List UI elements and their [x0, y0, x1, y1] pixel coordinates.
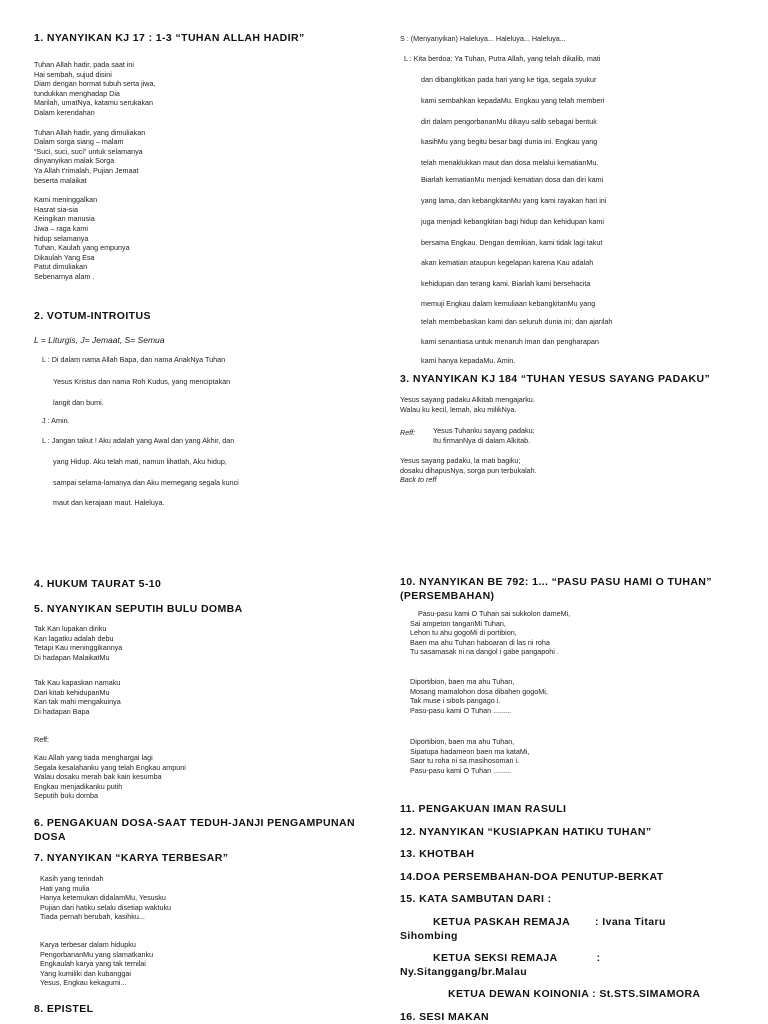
verse-line: Dalam kerendahan — [34, 107, 95, 117]
back-to-reff: Back to reff — [400, 475, 437, 485]
verse-line: Mosang mamalohon dosa dibahen gogoMi, — [410, 686, 548, 696]
verse-line: Jiwa – raga kami — [34, 223, 88, 233]
verse-line: Yang kumiliki dan kubanggai — [40, 968, 131, 978]
speaker-1-name-cont: Sihombing — [400, 930, 458, 942]
verse-line: tundukkan menghadap Dia — [34, 88, 120, 98]
speaker-2 — [433, 952, 601, 964]
section-16-title: 16. SESI MAKAN — [400, 1011, 490, 1023]
song-verse — [410, 737, 529, 775]
section-3-title: 3. NYANYIKAN KJ 184 “TUHAN YESUS SAYANG PADAKU” — [400, 373, 711, 385]
song-verse — [400, 456, 537, 485]
reff-label: Reff: — [34, 735, 50, 744]
section-8-title: 8. EPISTEL — [34, 1003, 94, 1015]
song-verse — [410, 609, 570, 657]
song-verse — [400, 395, 535, 414]
verse-line: Baen ma ahu Tuhan haboaran di las ni roha — [410, 637, 550, 647]
liturgy-line: L : Kita berdoa: Ya Tuhan, Putra Allah, yang telah dikalib, mati — [404, 54, 601, 63]
speaker-3: KETUA DEWAN KOINONIA : St.STS.SIMAMORA — [448, 988, 701, 1000]
verse-line: Pasu-pasu kami O Tuhan ......... — [410, 705, 512, 715]
speaker-1 — [433, 916, 666, 928]
verse-line: PengorbananMu yang slamatkanku — [40, 949, 154, 959]
liturgy-line: Biarlah kematianMu menjadi kematian dosa dan diri kami — [421, 175, 604, 184]
verse-line: Tak Kau kapaskan namaku — [34, 678, 121, 687]
verse-line: Kau Allah yang tiada menghargai lagi — [34, 753, 153, 762]
verse-line: Diportibion, baen ma ahu Tuhan, — [410, 677, 515, 686]
liturgy-line: L : Di dalam nama Allah Bapa, dan nama AnakNya Tuhan — [42, 355, 226, 364]
verse-line: Pujian dari hatiku selalu disetiap waktuku — [40, 902, 172, 912]
verse-line: “Suci, suci, suci” untuk selamanya — [34, 146, 143, 156]
liturgy-line: L : Jangan takut ! Aku adalah yang Awal dan yang Akhir, dan — [42, 436, 235, 445]
song-verse — [34, 195, 374, 281]
liturgy-line: bersama Engkau. Dengan demikian, kami tidak lagi takut — [421, 238, 603, 247]
section-5-title: 5. NYANYIKAN SEPUTIH BULU DOMBA — [34, 603, 243, 615]
verse-line: Tuhan, Kaulah yang empunya — [34, 243, 130, 253]
liturgy-line: kami sembahkan kepadaMu. Engkau yang telah memberi — [421, 96, 605, 105]
speaker-2-name: Ny.Sitanggang/br.Malau — [400, 966, 528, 978]
speaker-name: : Ivana Titaru — [595, 916, 666, 928]
liturgy-line: telah menaklukkan maut dan dosa melalui kematianMu. — [421, 158, 599, 167]
section-10-title-line: 10. NYANYIKAN BE 792: 1... “PASU PASU HAMI O TUHAN” — [400, 576, 712, 588]
liturgy-line: dan dibangkitkan pada hari yang ke tiga, segala syukur — [421, 75, 597, 84]
song-verse — [34, 128, 374, 186]
verse-line: Di hadapan MalaikatMu — [34, 652, 110, 662]
liturgy-line: akan kematian ataupun kegelapan karena Kau adalah — [421, 258, 594, 267]
verse-line: dosaku dihapusNya, sorga pun terbukalah. — [400, 465, 537, 475]
verse-line: Sebenarnya alam . — [34, 271, 95, 281]
verse-line: Dikaulah Yang Esa — [34, 252, 95, 262]
section-6-title: 6. PENGAKUAN DOSA-SAAT TEDUH-JANJI PENGAMPUNAN DOSA — [34, 817, 355, 843]
verse-line: Tiada pernah berubah, kasihku... — [40, 912, 145, 922]
verse-line: Kan tak mahi mengakuinya — [34, 697, 121, 707]
verse-line: hidup selamanya — [34, 233, 89, 243]
song-verse — [34, 624, 122, 662]
liturgy-line: langit dan bumi. — [53, 398, 104, 407]
section-12-title: 12. NYANYIKAN “KUSIAPKAN HATIKU TUHAN” — [400, 826, 652, 838]
verse-line: Dari kitab kehidupanMu — [34, 687, 110, 697]
liturgy-line: juga menjadi kebangkitan bagi hidup dan kehidupan kami — [421, 217, 605, 226]
verse-line: Walau ku kecil, lemah, aku milikNya. — [400, 404, 517, 414]
verse-line: Kasih yang terindah — [40, 874, 104, 883]
verse-line: Yesus sayang padaku, la mati bagiku; — [400, 456, 521, 465]
song-verse — [34, 678, 121, 716]
verse-line: Di hadapan Bapa — [34, 706, 90, 716]
liturgy-line: S : (Menyanyikan) Haleluya... Haleluya... Haleluya... — [400, 34, 566, 43]
song-verse — [410, 677, 548, 715]
liturgy-line: sampai selama-lamanya dan Aku memegang segala kunci — [53, 478, 239, 487]
verse-line: Segala kesalahanku yang telah Engkau ampuni — [34, 762, 186, 772]
liturgy-line: kami hanya kepadaMu. Amin. — [421, 356, 516, 365]
section-11-title: 11. PENGAKUAN IMAN RASULI — [400, 803, 567, 815]
song-verse — [40, 874, 171, 922]
section-13-title: 13. KHOTBAH — [400, 848, 475, 860]
section-7-title: 7. NYANYIKAN “KARYA TERBESAR” — [34, 852, 229, 864]
verse-line: Sipatupa hadameon baen ma kataMi, — [410, 746, 530, 756]
verse-line: Engkaulah karya yang tak ternilai — [40, 959, 146, 969]
speaker-role: KETUA PASKAH REMAJA — [433, 916, 570, 928]
verse-line: Hasrat sia-sia — [34, 204, 78, 214]
reff-label: Reff: — [400, 428, 416, 437]
role-legend: L = Liturgis, J= Jemaat, S= Semua — [34, 335, 165, 345]
section-14-title: 14.DOA PERSEMBAHAN-DOA PENUTUP-BERKAT — [400, 871, 664, 883]
verse-line: Karya terbesar dalam hidupku — [40, 940, 136, 949]
verse-line: Hati yang mulia — [40, 883, 90, 893]
section-15-title: 15. KATA SAMBUTAN DARI : — [400, 893, 552, 905]
section-10-title — [400, 575, 712, 603]
verse-line: beserta malaikat — [34, 175, 87, 185]
verse-line: Tuhan Allah hadir, pada saat ini — [34, 60, 135, 69]
verse-line: Diam dengan hormat tubuh serta jiwa, — [34, 79, 156, 89]
verse-line: dinyanyikan malak Sorga — [34, 156, 115, 166]
liturgy-line: diri dalam pengorbananMu dikayu salib sebagai bentuk — [421, 117, 597, 126]
verse-line: Keingikan manusia — [34, 214, 95, 224]
verse-line: Yesus, Engkau kekagumi... — [40, 978, 127, 988]
liturgy-line: telah membebaskan kami dan seluruh dunia ini; dan ajarilah — [421, 317, 613, 326]
section-10-subtitle: (PERSEMBAHAN) — [400, 590, 495, 602]
verse-line: Dalam sorga siang – malam — [34, 137, 124, 147]
liturgy-line: yang lama, dan kebangkitanMu yang kami rayakan hari ini — [421, 196, 607, 205]
verse-line: Tak muse i sibols pangago i. — [410, 696, 501, 706]
song-verse — [34, 60, 374, 118]
verse-line: Itu firmanNya di dalam Alkitab. — [433, 435, 531, 445]
liturgy-line: kehidupan dan terang kami. Biarlah kami bersehacita — [421, 279, 591, 288]
liturgy-line: memuji Engkau dalam kemuliaan kebangkitanMu yang — [421, 299, 596, 308]
verse-line: Tak Kan lupakan diriku — [34, 624, 107, 633]
verse-line: Hai sembah, sujud disini — [34, 69, 112, 79]
verse-line: Hanya ketemukan didalamMu, Yesusku — [40, 893, 166, 903]
speaker-sep: : — [596, 952, 601, 964]
liturgy-line: kasihMu yang begitu besar bagi dunia ini. Engkau yang — [421, 137, 598, 146]
verse-line: Seputih bulu domba — [34, 791, 98, 801]
verse-line: Patut dimuliakan — [34, 262, 88, 272]
section-1 — [34, 32, 374, 281]
verse-line: Marilah, umatNya, katamu serukakan — [34, 98, 154, 108]
verse-line: Kan lagatku adalah debu — [34, 633, 114, 643]
verse-line: Yesus sayang padaku Alkitab mengajarku. — [400, 395, 535, 404]
section-2-title: 2. VOTUM-INTROITUS — [34, 310, 151, 322]
verse-line: Pasu-pasu kami O Tuhan sai sukkolon dameMi, — [418, 609, 571, 618]
verse-line: Engkau menjadikanku putih — [34, 781, 123, 791]
section-4-title: 4. HUKUM TAURAT 5-10 — [34, 578, 162, 590]
verse-line: Walau dosaku merah bak kain kesumba — [34, 772, 162, 782]
verse-line: Tetapi Kau meninggikannya — [34, 643, 123, 653]
verse-line: Diportibion, baen ma ahu Tuhan, — [410, 737, 515, 746]
verse-line: Tuhan Allah hadir, yang dimuliakan — [34, 127, 146, 137]
liturgy-line: maut dan kerajaan maut. Haleluya. — [53, 498, 165, 507]
verse-line: Lehon tu ahu gogoMi di portibion, — [410, 628, 517, 638]
section-1-title: 1. NYANYIKAN KJ 17 : 1-3 “TUHAN ALLAH HADIR” — [34, 32, 305, 44]
verse-line: Yesus Tuhanku sayang padaku; — [433, 426, 535, 435]
liturgy-line: J : Amin. — [42, 416, 70, 425]
liturgy-line: yang Hidup. Aku telah mati, namun lihatlah, Aku hidup, — [53, 457, 227, 466]
song-reff — [433, 426, 535, 445]
liturgy-line: kami senantiasa untuk menaruh iman dan pengharapan — [421, 337, 599, 346]
song-reff — [34, 753, 186, 801]
verse-line: Pasu-pasu kami O Tuhan ......... — [410, 765, 512, 775]
verse-line: Tu sasamasak ni na dangol i gabe pangapohi . — [410, 647, 559, 657]
liturgy-line: Yesus Kristus dan nama Roh Kudus, yang menciptakan — [53, 377, 231, 386]
verse-line: Ya Allah t’rimalah, Pujian Jemaat — [34, 165, 139, 175]
verse-line: Sai ampeton tanganMi Tuhan, — [410, 618, 506, 628]
verse-line: Saor tu roha ni sa masihosoman i. — [410, 756, 520, 766]
verse-line: Kami meninggalkan — [34, 195, 98, 205]
song-verse — [40, 940, 153, 988]
speaker-role: KETUA SEKSI REMAJA — [433, 952, 558, 964]
